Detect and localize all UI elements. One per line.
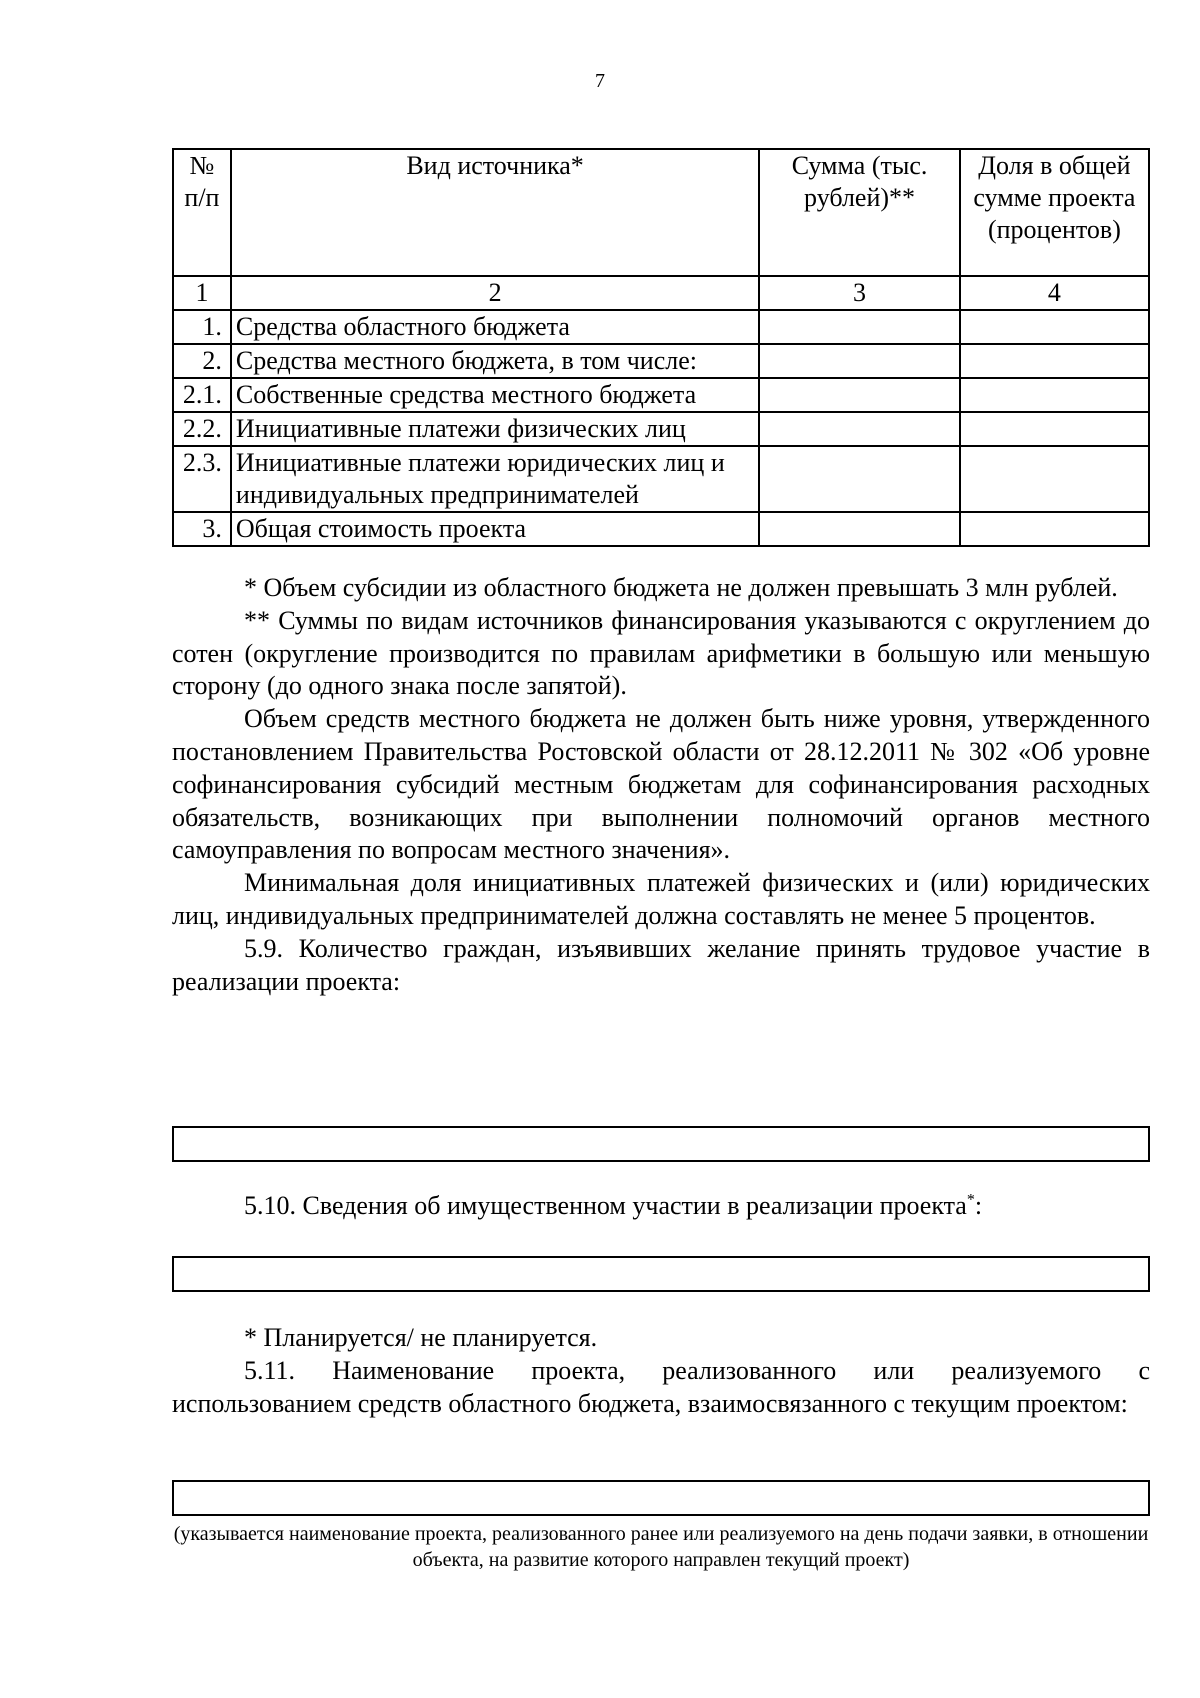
column-number: 4 [960, 276, 1149, 310]
paragraph-local-budget: Объем средств местного бюджета не должен быть ниже уровня, утвержденного постановлением Правительства Ростовской области от 28.12.2011 № 302 «Об уровне софинансирования субсидий местным бюджетам для софинансирования расходных обязательств, возникающих при выполнении полномочий органов местного самоуправления по вопросам местного значения». [172, 704, 1150, 865]
item-5-11-block [172, 1322, 1150, 1420]
row-sum-cell[interactable] [759, 344, 960, 378]
row-sum-cell[interactable] [759, 310, 960, 344]
header-source: Вид источника* [231, 149, 759, 276]
table-column-numbers [173, 276, 1149, 310]
row-share-cell[interactable] [960, 412, 1149, 446]
footnote-subsidy-limit: * Объем субсидии из областного бюджета не должен превышать 3 млн рублей. [244, 573, 1118, 602]
paragraph-min-share: Минимальная доля инициативных платежей физических и (или) юридических лиц, индивидуальных предпринимателей должна составлять не менее 5 процентов. [172, 868, 1150, 930]
row-source: Средства областного бюджета [231, 310, 759, 344]
footnote-plan: * Планируется/ не планируется. [244, 1323, 598, 1352]
page-number: 7 [595, 70, 605, 92]
header-share: Доля в общей сумме проекта (процентов) [960, 149, 1149, 276]
table-row [173, 344, 1149, 378]
row-num: 1. [173, 310, 231, 344]
item-5-10-block [172, 1190, 1150, 1223]
footnote-rounding: ** Суммы по видам источников финансирования указываются с округлением до сотен (округление производится по правилам арифметики в большую или меньшую сторону (до одного знака после запятой). [172, 605, 1150, 701]
header-sum: Сумма (тыс. рублей)** [759, 149, 960, 276]
row-sum-cell[interactable] [759, 512, 960, 546]
row-source: Собственные средства местного бюджета [231, 378, 759, 412]
item-5-10-footnote-mark: * [966, 1191, 975, 1209]
item-5-9-label: 5.9. Количество граждан, изъявивших желание принять трудовое участие в реализации проекта: [172, 933, 1150, 996]
item-5-11-label: 5.11. Наименование проекта, реализованного или реализуемого с использованием средств областного бюджета, взаимосвязанного с текущим проектом: [172, 1355, 1150, 1418]
row-source: Инициативные платежи физических лиц [231, 412, 759, 446]
table-row [173, 512, 1149, 546]
row-sum-cell[interactable] [759, 446, 960, 512]
row-source: Средства местного бюджета, в том числе: [231, 344, 759, 378]
field-5-10[interactable] [172, 1256, 1150, 1292]
row-source: Инициативные платежи юридических лиц и индивидуальных предпринимателей [231, 446, 759, 512]
row-num: 2.1. [173, 378, 231, 412]
row-num: 2.2. [173, 412, 231, 446]
field-5-11[interactable] [172, 1480, 1150, 1516]
notes-block [172, 572, 1150, 998]
row-num: 2.3. [173, 446, 231, 512]
note-5-11: (указывается наименование проекта, реализованного ранее или реализуемого на день подачи заявки, в отношении объекта, на развитие которого направлен текущий проект) [173, 1523, 1149, 1571]
column-number: 2 [231, 276, 759, 310]
row-num: 2. [173, 344, 231, 378]
header-num: № п/п [173, 149, 231, 276]
table-row [173, 446, 1149, 512]
item-5-10-label [172, 1190, 1150, 1223]
item-5-10-text: 5.10. Сведения об имущественном участии в реализации проекта [244, 1191, 967, 1220]
field-5-9[interactable] [172, 1126, 1150, 1162]
row-sum-cell[interactable] [759, 378, 960, 412]
table-row [173, 412, 1149, 446]
row-share-cell[interactable] [960, 344, 1149, 378]
column-number: 1 [173, 276, 231, 310]
row-share-cell[interactable] [960, 378, 1149, 412]
row-num: 3. [173, 512, 231, 546]
row-share-cell[interactable] [960, 310, 1149, 344]
table-row [173, 310, 1149, 344]
row-share-cell[interactable] [960, 512, 1149, 546]
row-share-cell[interactable] [960, 446, 1149, 512]
table-row [173, 378, 1149, 412]
item-5-10-colon: : [974, 1191, 983, 1220]
table-header-row [173, 149, 1149, 276]
column-number: 3 [759, 276, 960, 310]
row-source: Общая стоимость проекта [231, 512, 759, 546]
row-sum-cell[interactable] [759, 412, 960, 446]
financing-table [172, 148, 1150, 547]
